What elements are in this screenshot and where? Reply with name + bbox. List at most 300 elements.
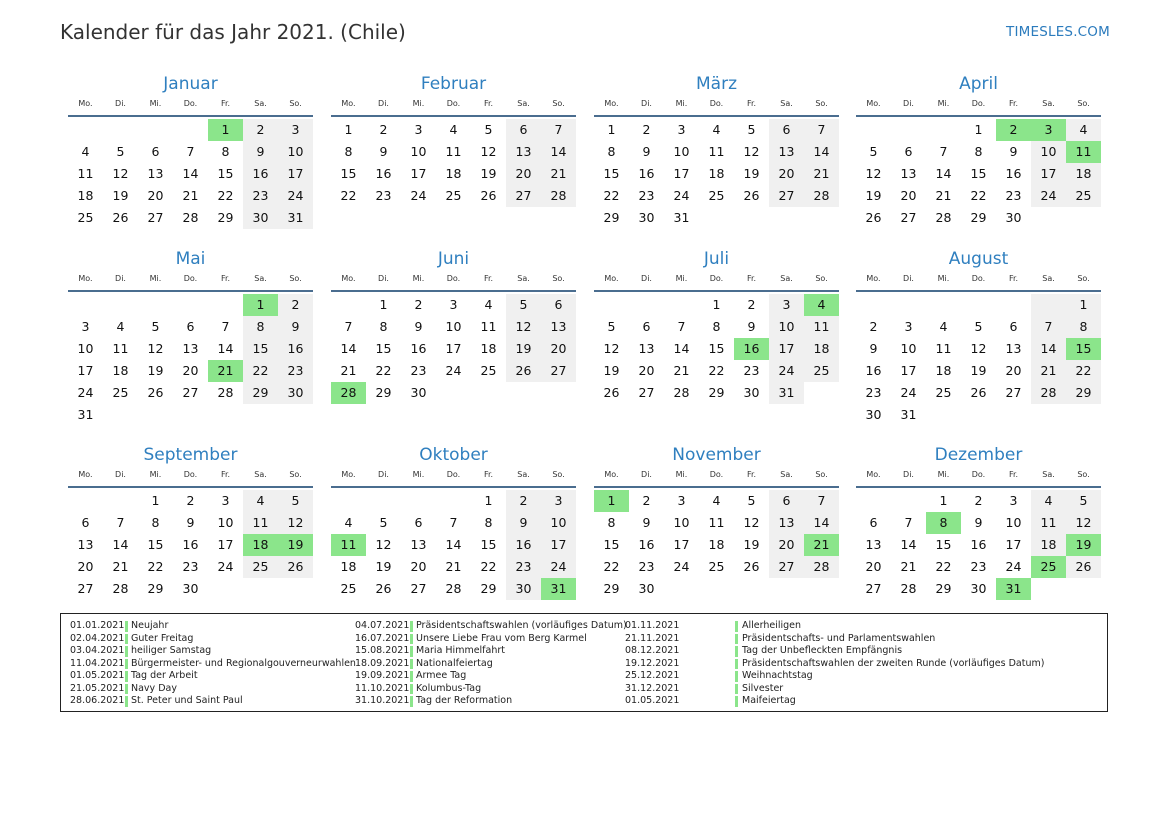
day-cell: 5 bbox=[869, 144, 878, 159]
weekday-label: Mo. bbox=[341, 274, 356, 283]
day-cell: 3 bbox=[904, 319, 913, 334]
empty-day-cell bbox=[1066, 578, 1101, 600]
day-cell: 4 bbox=[712, 122, 721, 137]
day-cell: 21 bbox=[541, 163, 576, 185]
day-cell: 3 bbox=[449, 297, 458, 312]
weekday-label: Fr. bbox=[1008, 470, 1019, 479]
brand-link[interactable]: TIMESLES.COM bbox=[1006, 24, 1110, 40]
month-4 bbox=[856, 73, 1101, 229]
day-cell: 26 bbox=[375, 581, 392, 596]
holiday-marker bbox=[735, 696, 738, 707]
weekday-label: Mo. bbox=[866, 274, 881, 283]
day-cell: 20 bbox=[900, 188, 917, 203]
holiday-marker bbox=[735, 684, 738, 695]
day-cell: 1 bbox=[974, 122, 983, 137]
empty-day-cell bbox=[208, 578, 243, 600]
day-cell: 27 bbox=[865, 581, 882, 596]
day-cell: 14 bbox=[112, 537, 129, 552]
day-cell: 21 bbox=[112, 559, 129, 574]
day-cell: 31 bbox=[278, 207, 313, 229]
day-cell: 5 bbox=[379, 515, 388, 530]
holiday-marker bbox=[125, 684, 128, 695]
weekday-label: So. bbox=[815, 99, 828, 108]
day-cell: 6 bbox=[769, 490, 804, 512]
day-cell: 6 bbox=[642, 319, 651, 334]
empty-day-cell bbox=[173, 404, 208, 426]
day-cell: 1 bbox=[484, 493, 493, 508]
empty-day-cell bbox=[961, 294, 996, 316]
holiday-marker bbox=[125, 659, 128, 670]
day-cell: 11 bbox=[480, 319, 497, 334]
day-cell: 5 bbox=[278, 490, 313, 512]
weekday-label: Mi. bbox=[937, 99, 950, 108]
day-cell: 2 bbox=[642, 493, 651, 508]
day-cell: 6 bbox=[151, 144, 160, 159]
day-cell: 14 bbox=[935, 166, 952, 181]
month-10 bbox=[331, 444, 576, 600]
day-cell: 8 bbox=[484, 515, 493, 530]
day-cell: 16 bbox=[638, 166, 655, 181]
day-cell: 8 bbox=[607, 515, 616, 530]
day-cell: 18 bbox=[804, 338, 839, 360]
weekday-label: Di. bbox=[378, 470, 389, 479]
day-cell: 30 bbox=[865, 407, 882, 422]
weekday-header bbox=[331, 97, 576, 111]
day-cell: 8 bbox=[221, 144, 230, 159]
month-name: November bbox=[672, 445, 761, 465]
day-cell: 20 bbox=[769, 163, 804, 185]
month-divider bbox=[594, 486, 839, 488]
holiday-marker bbox=[735, 671, 738, 682]
day-cell: 28 bbox=[541, 185, 576, 207]
weekday-label: Mo. bbox=[78, 99, 93, 108]
weekday-label: Do. bbox=[446, 274, 461, 283]
weekday-label: Sa. bbox=[1042, 274, 1055, 283]
holiday-day-cell: 11 bbox=[1066, 141, 1101, 163]
day-cell: 15 bbox=[217, 166, 234, 181]
day-cell: 5 bbox=[1066, 490, 1101, 512]
day-cell: 3 bbox=[221, 493, 230, 508]
day-cell: 5 bbox=[116, 144, 125, 159]
empty-day-cell bbox=[926, 404, 961, 426]
day-cell: 6 bbox=[186, 319, 195, 334]
day-cell: 10 bbox=[410, 144, 427, 159]
holiday-date: 08.12.2021 bbox=[625, 645, 680, 656]
weekday-header bbox=[68, 97, 313, 111]
day-cell: 10 bbox=[278, 141, 313, 163]
weekday-label: Mi. bbox=[412, 470, 425, 479]
day-cell: 18 bbox=[77, 188, 94, 203]
holiday-day-cell: 31 bbox=[996, 578, 1031, 600]
empty-day-cell bbox=[996, 404, 1031, 426]
weekday-label: So. bbox=[552, 99, 565, 108]
day-cell: 18 bbox=[708, 537, 725, 552]
week-row bbox=[68, 534, 313, 556]
empty-day-cell bbox=[664, 294, 699, 316]
day-cell: 1 bbox=[1066, 294, 1101, 316]
day-cell: 16 bbox=[970, 537, 987, 552]
holiday-day-cell: 15 bbox=[1066, 338, 1101, 360]
day-cell: 9 bbox=[379, 144, 388, 159]
day-cell: 16 bbox=[278, 338, 313, 360]
day-cell: 30 bbox=[638, 581, 655, 596]
empty-day-cell bbox=[138, 404, 173, 426]
weekday-label: Di. bbox=[115, 274, 126, 283]
day-cell: 2 bbox=[278, 294, 313, 316]
weekday-label: Fr. bbox=[483, 470, 494, 479]
weekday-label: Mo. bbox=[866, 470, 881, 479]
empty-day-cell bbox=[173, 294, 208, 316]
weekday-label: Fr. bbox=[220, 470, 231, 479]
holiday-day-cell: 18 bbox=[243, 534, 278, 556]
day-cell: 12 bbox=[506, 316, 541, 338]
month-7 bbox=[594, 248, 839, 404]
day-cell: 29 bbox=[708, 385, 725, 400]
weekday-label: Mo. bbox=[604, 99, 619, 108]
weekday-header bbox=[856, 97, 1101, 111]
empty-day-cell bbox=[804, 382, 839, 404]
day-cell: 23 bbox=[506, 556, 541, 578]
day-cell: 8 bbox=[712, 319, 721, 334]
day-cell: 16 bbox=[506, 534, 541, 556]
holiday-name: Maria Himmelfahrt bbox=[416, 645, 505, 656]
empty-day-cell bbox=[926, 294, 961, 316]
holiday-date: 04.07.2021 bbox=[355, 620, 410, 631]
empty-day-cell bbox=[856, 490, 891, 512]
week-row bbox=[594, 534, 839, 556]
weekday-label: Sa. bbox=[1042, 99, 1055, 108]
week-row bbox=[68, 360, 313, 382]
holiday-name: Tag der Arbeit bbox=[131, 670, 198, 681]
day-cell: 1 bbox=[379, 297, 388, 312]
day-cell: 10 bbox=[77, 341, 94, 356]
empty-day-cell bbox=[769, 207, 804, 229]
day-cell: 24 bbox=[1031, 185, 1066, 207]
day-cell: 20 bbox=[865, 559, 882, 574]
month-6 bbox=[331, 248, 576, 404]
day-cell: 7 bbox=[116, 515, 125, 530]
day-cell: 22 bbox=[1066, 360, 1101, 382]
day-cell: 4 bbox=[1031, 490, 1066, 512]
day-cell: 19 bbox=[970, 363, 987, 378]
holiday-day-cell: 21 bbox=[208, 360, 243, 382]
day-cell: 28 bbox=[1031, 382, 1066, 404]
day-cell: 15 bbox=[340, 166, 357, 181]
week-row bbox=[331, 490, 576, 512]
weekday-label: Fr. bbox=[746, 99, 757, 108]
day-cell: 11 bbox=[77, 166, 94, 181]
day-cell: 25 bbox=[77, 210, 94, 225]
day-cell: 14 bbox=[182, 166, 199, 181]
weekday-label: So. bbox=[552, 274, 565, 283]
month-name: Dezember bbox=[934, 445, 1023, 465]
day-cell: 10 bbox=[217, 515, 234, 530]
day-cell: 22 bbox=[375, 363, 392, 378]
day-cell: 13 bbox=[1005, 341, 1022, 356]
day-cell: 27 bbox=[1005, 385, 1022, 400]
month-name: Mai bbox=[175, 249, 206, 269]
day-cell: 12 bbox=[375, 537, 392, 552]
day-cell: 31 bbox=[673, 210, 690, 225]
holiday-date: 01.05.2021 bbox=[625, 695, 680, 706]
day-cell: 5 bbox=[974, 319, 983, 334]
week-row bbox=[594, 294, 839, 316]
holiday-date: 21.05.2021 bbox=[70, 682, 125, 694]
day-cell: 15 bbox=[603, 537, 620, 552]
day-cell: 6 bbox=[506, 119, 541, 141]
day-cell: 3 bbox=[677, 122, 686, 137]
day-cell: 12 bbox=[865, 166, 882, 181]
empty-day-cell bbox=[436, 382, 471, 404]
day-cell: 7 bbox=[804, 119, 839, 141]
week-row bbox=[856, 316, 1101, 338]
day-cell: 23 bbox=[638, 188, 655, 203]
page-title: Kalender für das Jahr 2021. (Chile) bbox=[60, 20, 406, 44]
day-cell: 21 bbox=[340, 363, 357, 378]
holiday-marker bbox=[410, 659, 413, 670]
day-cell: 4 bbox=[243, 490, 278, 512]
week-row bbox=[68, 512, 313, 534]
day-cell: 9 bbox=[278, 316, 313, 338]
day-cell: 17 bbox=[217, 537, 234, 552]
weekday-label: So. bbox=[289, 470, 302, 479]
week-row bbox=[594, 382, 839, 404]
day-cell: 17 bbox=[1031, 163, 1066, 185]
day-cell: 7 bbox=[344, 319, 353, 334]
weekday-label: Mi. bbox=[149, 99, 162, 108]
day-cell: 11 bbox=[243, 512, 278, 534]
day-cell: 18 bbox=[112, 363, 129, 378]
day-cell: 20 bbox=[182, 363, 199, 378]
day-cell: 6 bbox=[904, 144, 913, 159]
weekday-header bbox=[594, 97, 839, 111]
day-cell: 20 bbox=[147, 188, 164, 203]
weekday-label: Sa. bbox=[780, 470, 793, 479]
empty-day-cell bbox=[1031, 404, 1066, 426]
weekday-label: Di. bbox=[641, 99, 652, 108]
day-cell: 22 bbox=[340, 188, 357, 203]
empty-day-cell bbox=[734, 207, 769, 229]
day-cell: 27 bbox=[147, 210, 164, 225]
holiday-date: 25.12.2021 bbox=[625, 670, 680, 681]
day-cell: 21 bbox=[445, 559, 462, 574]
empty-day-cell bbox=[891, 119, 926, 141]
day-cell: 22 bbox=[970, 188, 987, 203]
day-cell: 17 bbox=[900, 363, 917, 378]
day-cell: 10 bbox=[900, 341, 917, 356]
day-cell: 23 bbox=[743, 363, 760, 378]
weekday-label: Mi. bbox=[675, 470, 688, 479]
day-cell: 12 bbox=[603, 341, 620, 356]
day-cell: 28 bbox=[217, 385, 234, 400]
weekday-header bbox=[68, 468, 313, 482]
week-row bbox=[594, 556, 839, 578]
month-name: Januar bbox=[163, 74, 218, 94]
holiday-day-cell: 4 bbox=[804, 294, 839, 316]
weekday-label: Do. bbox=[446, 470, 461, 479]
day-cell: 9 bbox=[869, 341, 878, 356]
weekday-label: Di. bbox=[378, 274, 389, 283]
day-cell: 25 bbox=[112, 385, 129, 400]
day-cell: 3 bbox=[1009, 493, 1018, 508]
weekday-label: So. bbox=[289, 274, 302, 283]
empty-day-cell bbox=[331, 490, 366, 512]
day-cell: 13 bbox=[147, 166, 164, 181]
day-cell: 27 bbox=[769, 185, 804, 207]
empty-day-cell bbox=[103, 490, 138, 512]
month-name: Juli bbox=[703, 249, 730, 269]
holiday-name: heiliger Samstag bbox=[131, 645, 212, 656]
day-cell: 24 bbox=[900, 385, 917, 400]
day-cell: 15 bbox=[480, 537, 497, 552]
month-9 bbox=[68, 444, 313, 600]
day-cell: 2 bbox=[506, 490, 541, 512]
holiday-name: Allerheiligen bbox=[742, 620, 802, 631]
day-cell: 14 bbox=[900, 537, 917, 552]
week-row bbox=[68, 207, 313, 229]
day-cell: 13 bbox=[769, 141, 804, 163]
day-cell: 16 bbox=[375, 166, 392, 181]
day-cell: 30 bbox=[278, 382, 313, 404]
day-cell: 19 bbox=[480, 166, 497, 181]
holiday-marker bbox=[125, 696, 128, 707]
day-cell: 19 bbox=[603, 363, 620, 378]
day-cell: 27 bbox=[900, 210, 917, 225]
day-cell: 2 bbox=[379, 122, 388, 137]
day-cell: 29 bbox=[970, 210, 987, 225]
holiday-date: 01.11.2021 bbox=[625, 620, 680, 631]
empty-day-cell bbox=[401, 490, 436, 512]
day-cell: 3 bbox=[81, 319, 90, 334]
weekday-header bbox=[331, 468, 576, 482]
empty-day-cell bbox=[891, 294, 926, 316]
month-divider bbox=[331, 486, 576, 488]
empty-day-cell bbox=[278, 404, 313, 426]
day-cell: 26 bbox=[970, 385, 987, 400]
day-cell: 6 bbox=[869, 515, 878, 530]
day-cell: 24 bbox=[541, 556, 576, 578]
month-name: April bbox=[959, 74, 998, 94]
day-cell: 16 bbox=[865, 363, 882, 378]
weekday-label: Sa. bbox=[517, 274, 530, 283]
day-cell: 25 bbox=[708, 188, 725, 203]
holiday-name: Präsidentschaftswahlen der zweiten Runde (vorläufiges Datum) bbox=[742, 657, 1045, 669]
day-cell: 21 bbox=[804, 163, 839, 185]
month-divider bbox=[594, 115, 839, 117]
weekday-label: Sa. bbox=[517, 470, 530, 479]
holiday-date: 19.12.2021 bbox=[625, 657, 680, 669]
weekday-header bbox=[331, 272, 576, 286]
day-cell: 24 bbox=[77, 385, 94, 400]
day-cell: 26 bbox=[1066, 556, 1101, 578]
day-cell: 26 bbox=[278, 556, 313, 578]
day-cell: 30 bbox=[1005, 210, 1022, 225]
day-cell: 4 bbox=[484, 297, 493, 312]
empty-day-cell bbox=[173, 119, 208, 141]
month-3 bbox=[594, 73, 839, 229]
weekday-label: Do. bbox=[971, 274, 986, 283]
empty-day-cell bbox=[926, 119, 961, 141]
empty-day-cell bbox=[138, 119, 173, 141]
day-cell: 19 bbox=[112, 188, 129, 203]
week-row bbox=[594, 578, 839, 600]
day-cell: 20 bbox=[506, 163, 541, 185]
day-cell: 25 bbox=[340, 581, 357, 596]
empty-day-cell bbox=[594, 294, 629, 316]
day-cell: 25 bbox=[935, 385, 952, 400]
day-cell: 22 bbox=[708, 363, 725, 378]
day-cell: 29 bbox=[603, 581, 620, 596]
day-cell: 8 bbox=[974, 144, 983, 159]
day-cell: 19 bbox=[506, 338, 541, 360]
day-cell: 9 bbox=[186, 515, 195, 530]
week-row bbox=[594, 512, 839, 534]
week-row bbox=[331, 338, 576, 360]
day-cell: 20 bbox=[77, 559, 94, 574]
weekday-label: Di. bbox=[903, 274, 914, 283]
day-cell: 13 bbox=[638, 341, 655, 356]
holiday-date: 31.10.2021 bbox=[355, 695, 410, 706]
day-cell: 15 bbox=[243, 338, 278, 360]
weekday-label: Mi. bbox=[149, 274, 162, 283]
month-divider bbox=[856, 115, 1101, 117]
day-cell: 8 bbox=[607, 144, 616, 159]
day-cell: 12 bbox=[1066, 512, 1101, 534]
holiday-day-cell: 3 bbox=[1031, 119, 1066, 141]
day-cell: 24 bbox=[673, 188, 690, 203]
weekday-label: Mo. bbox=[866, 99, 881, 108]
weekday-label: Do. bbox=[183, 470, 198, 479]
week-row bbox=[331, 578, 576, 600]
weekday-label: Sa. bbox=[780, 99, 793, 108]
holiday-date: 15.08.2021 bbox=[355, 645, 410, 656]
day-cell: 2 bbox=[414, 297, 423, 312]
day-cell: 18 bbox=[340, 559, 357, 574]
weekday-label: Mi. bbox=[149, 470, 162, 479]
empty-day-cell bbox=[769, 578, 804, 600]
week-row bbox=[594, 338, 839, 360]
weekday-label: Di. bbox=[378, 99, 389, 108]
day-cell: 27 bbox=[182, 385, 199, 400]
week-row bbox=[331, 316, 576, 338]
holiday-name: Präsidentschaftswahlen (vorläufiges Datum) bbox=[416, 620, 627, 631]
day-cell: 8 bbox=[379, 319, 388, 334]
week-row bbox=[856, 556, 1101, 578]
holiday-marker bbox=[410, 684, 413, 695]
day-cell: 14 bbox=[445, 537, 462, 552]
month-name: Juni bbox=[437, 249, 470, 269]
day-cell: 21 bbox=[935, 188, 952, 203]
holiday-date: 01.01.2021 bbox=[70, 620, 125, 631]
day-cell: 23 bbox=[865, 385, 882, 400]
day-cell: 5 bbox=[151, 319, 160, 334]
day-cell: 25 bbox=[1066, 185, 1101, 207]
holiday-marker bbox=[410, 696, 413, 707]
empty-day-cell bbox=[138, 294, 173, 316]
holiday-day-cell: 1 bbox=[594, 490, 629, 512]
day-cell: 3 bbox=[278, 119, 313, 141]
day-cell: 6 bbox=[541, 294, 576, 316]
empty-day-cell bbox=[243, 578, 278, 600]
day-cell: 31 bbox=[769, 382, 804, 404]
day-cell: 23 bbox=[970, 559, 987, 574]
day-cell: 6 bbox=[414, 515, 423, 530]
day-cell: 2 bbox=[186, 493, 195, 508]
month-name: Oktober bbox=[419, 445, 488, 465]
day-cell: 28 bbox=[673, 385, 690, 400]
weekday-label: Mi. bbox=[675, 274, 688, 283]
day-cell: 10 bbox=[541, 512, 576, 534]
